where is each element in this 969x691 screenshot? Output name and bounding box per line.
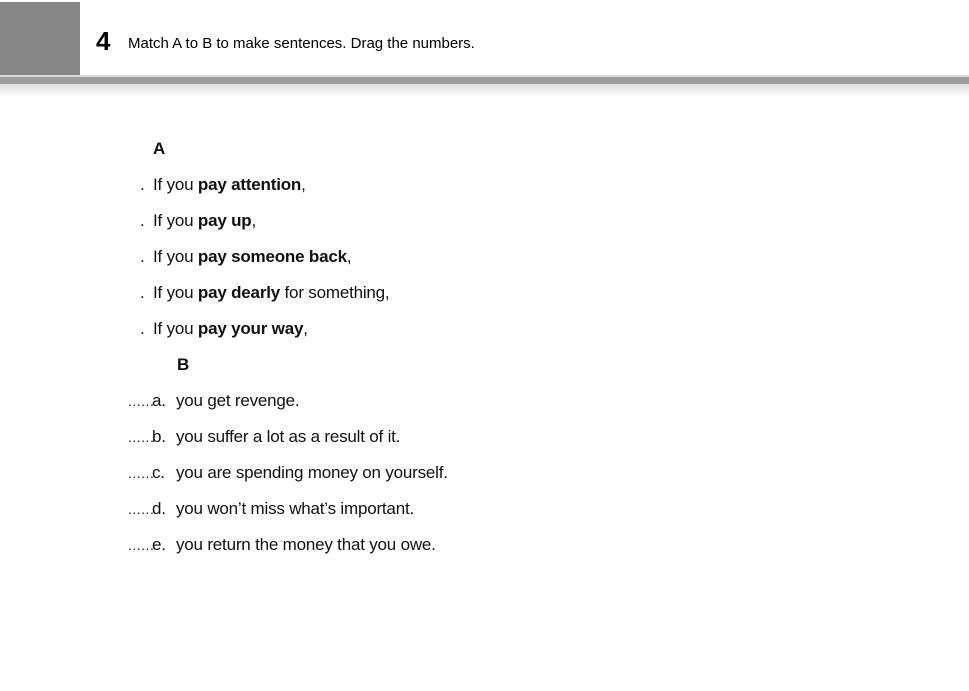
item-text: you get revenge.	[176, 391, 300, 410]
bold-phrase: pay attention	[197, 175, 302, 194]
number-drop-slot[interactable]: .	[140, 283, 145, 302]
answer-blank[interactable]: ......	[128, 501, 155, 517]
number-drop-slot[interactable]: .	[140, 211, 145, 230]
divider-bar	[0, 77, 969, 84]
number-drop-slot[interactable]: .	[140, 319, 145, 338]
list-a-item-1	[128, 167, 848, 203]
list-a-item-3	[128, 239, 848, 275]
item-letter: d.	[152, 499, 166, 518]
item-text: If you pay dearly for something,	[153, 283, 390, 302]
divider-shadow	[0, 84, 969, 97]
item-letter: e.	[152, 535, 166, 554]
list-b-item-d	[128, 491, 848, 527]
list-b-item-a	[128, 383, 848, 419]
column-b-header	[128, 347, 848, 383]
bold-phrase: pay dearly	[197, 283, 281, 302]
bold-phrase: pay up	[197, 211, 252, 230]
bold-phrase: pay someone back	[197, 247, 347, 266]
item-text: If you pay your way,	[153, 319, 308, 338]
exercise-number: 4	[96, 26, 111, 56]
column-a-label: A	[153, 139, 166, 158]
number-drop-slot[interactable]: .	[140, 247, 145, 266]
list-b-item-e	[128, 527, 848, 563]
item-letter: a.	[152, 391, 166, 410]
item-text: you won’t miss what’s important.	[176, 499, 414, 518]
number-drop-slot[interactable]: .	[140, 175, 145, 194]
exercise-instruction: Match A to B to make sentences. Drag the numbers.	[128, 35, 475, 52]
bold-phrase: pay your way	[197, 319, 304, 338]
item-text: If you pay attention,	[153, 175, 306, 194]
item-text: you suffer a lot as a result of it.	[176, 427, 401, 446]
corner-square-decoration	[0, 2, 80, 75]
answer-blank[interactable]: ......	[128, 465, 155, 481]
item-text: you are spending money on yourself.	[176, 463, 448, 482]
column-b-label: B	[177, 355, 190, 374]
item-letter: c.	[152, 463, 165, 482]
answer-blank[interactable]: ......	[128, 429, 155, 445]
list-b-item-c	[128, 455, 848, 491]
item-text: you return the money that you owe.	[176, 535, 436, 554]
list-a-item-4	[128, 275, 848, 311]
item-letter: b.	[152, 427, 166, 446]
item-text: If you pay someone back,	[153, 247, 352, 266]
list-a-item-5	[128, 311, 848, 347]
answer-blank[interactable]: ......	[128, 393, 155, 409]
column-a-header	[128, 131, 848, 167]
item-text: If you pay up,	[153, 211, 257, 230]
list-b-item-b	[128, 419, 848, 455]
answer-blank[interactable]: ......	[128, 537, 155, 553]
list-a-item-2	[128, 203, 848, 239]
matching-exercise	[128, 131, 848, 563]
